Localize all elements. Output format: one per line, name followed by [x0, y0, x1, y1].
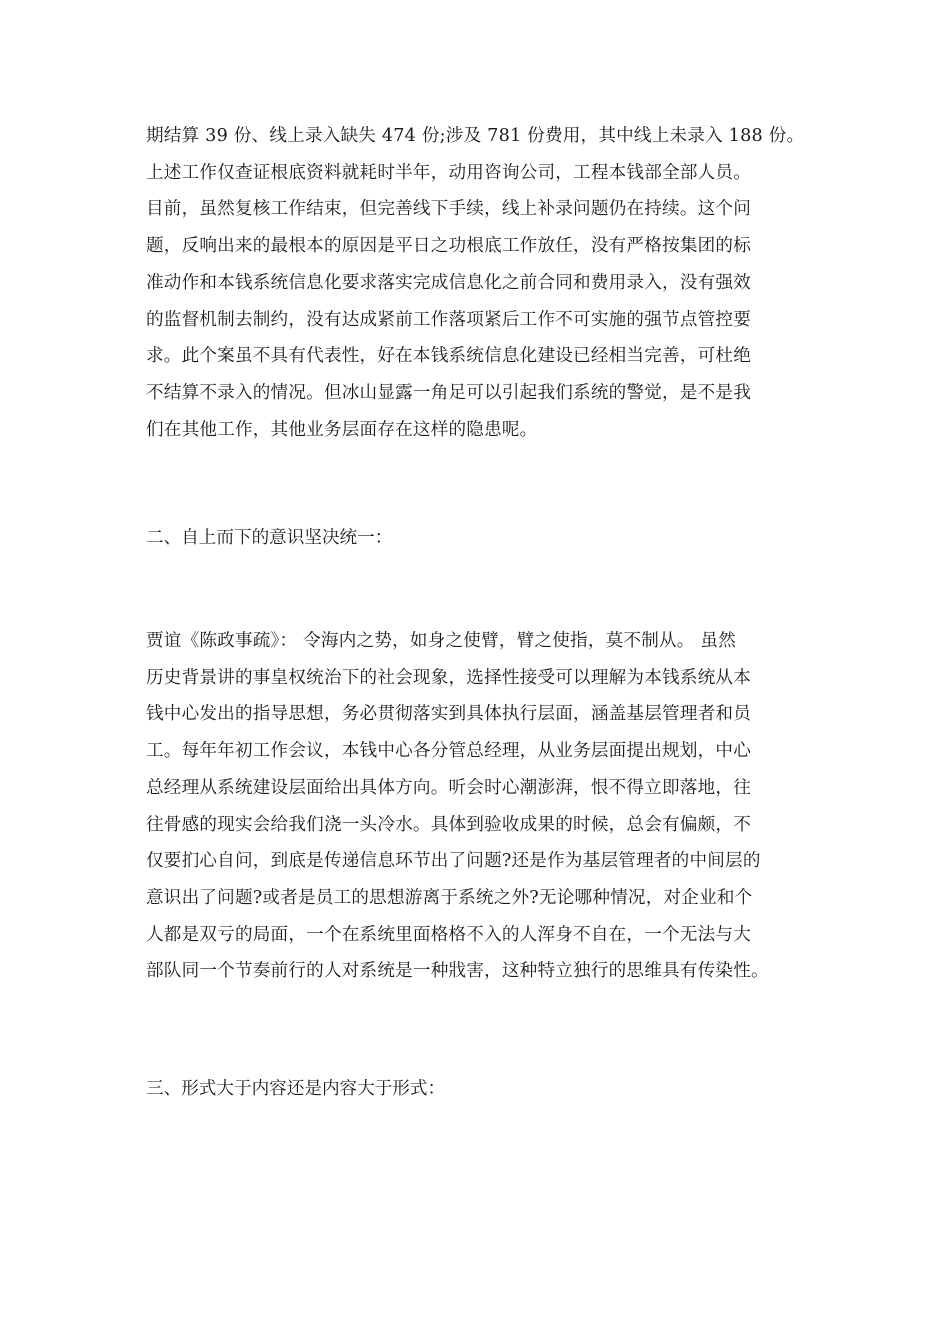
- paragraph-1-line: 们在其他工作，其他业务层面存在这样的隐患呢。: [146, 419, 538, 440]
- paragraph-1: [146, 118, 806, 448]
- paragraph-2-line: 历史背景讲的事皇权统治下的社会现象，选择性接受可以理解为本钱系统从本: [146, 667, 751, 688]
- paragraph-2: [146, 623, 806, 990]
- paragraph-1-line: 目前，虽然复核工作结束，但完善线下手续，线上补录问题仍在持续。这个问: [146, 199, 751, 220]
- paragraph-2-line: 仅要扪心自问，到底是传递信息环节出了问题?还是作为基层管理者的中间层的: [146, 851, 761, 872]
- paragraph-2-line: 意识出了问题?或者是员工的思想游离于系统之外?无论哪种情况，对企业和个: [146, 887, 753, 908]
- paragraph-2-line: 部队同一个节奏前行的人对系统是一种戕害，这种特立独行的思维具有传染性。: [146, 961, 769, 982]
- section-heading-3: 三、形式大于内容还是内容大于形式：: [146, 1079, 446, 1099]
- paragraph-2-line: 人都是双亏的局面，一个在系统里面格格不入的人浑身不自在，一个无法与大: [146, 924, 751, 945]
- paragraph-1-line: 期结算 39 份、线上录入缺失 474 份;涉及 781 份费用，其中线上未录入 188 份。: [146, 126, 805, 146]
- paragraph-1-line: 题，反响出来的最根本的原因是平日之功根底工作放任，没有严格按集团的标: [146, 236, 751, 257]
- paragraph-1-line: 上述工作仅查证根底资料就耗时半年，动用咨询公司，工程本钱部全部人员。: [146, 162, 751, 183]
- paragraph-1-line: 准动作和本钱系统信息化要求落实完成信息化之前合同和费用录入，没有强效: [146, 272, 751, 293]
- paragraph-2-line: 工。每年年初工作会议，本钱中心各分管总经理，从业务层面提出规划，中心: [146, 741, 751, 762]
- section-heading-2: 二、自上而下的意识坚决统一：: [146, 528, 393, 548]
- paragraph-2-line: 总经理从系统建设层面给出具体方向。听会时心潮澎湃，恨不得立即落地，往: [146, 777, 751, 798]
- paragraph-1-line: 不结算不录入的情况。但冰山显露一角足可以引起我们系统的警觉，是不是我: [146, 382, 751, 403]
- paragraph-2-line: 钱中心发出的指导思想，务必贯彻落实到具体执行层面，涵盖基层管理者和员: [146, 704, 751, 725]
- paragraph-2-line: 贾谊《陈政事疏》： 令海内之势，如身之使臂，臂之使指，莫不制从。 虽然: [146, 631, 736, 651]
- paragraph-1-line: 求。此个案虽不具有代表性，好在本钱系统信息化建设已经相当完善，可杜绝: [146, 346, 751, 367]
- paragraph-1-line: 的监督机制去制约，没有达成紧前工作落项紧后工作不可实施的强节点管控要: [146, 309, 751, 330]
- paragraph-2-line: 往骨感的现实会给我们浇一头冷水。具体到验收成果的时候，总会有偏颇，不: [146, 814, 751, 835]
